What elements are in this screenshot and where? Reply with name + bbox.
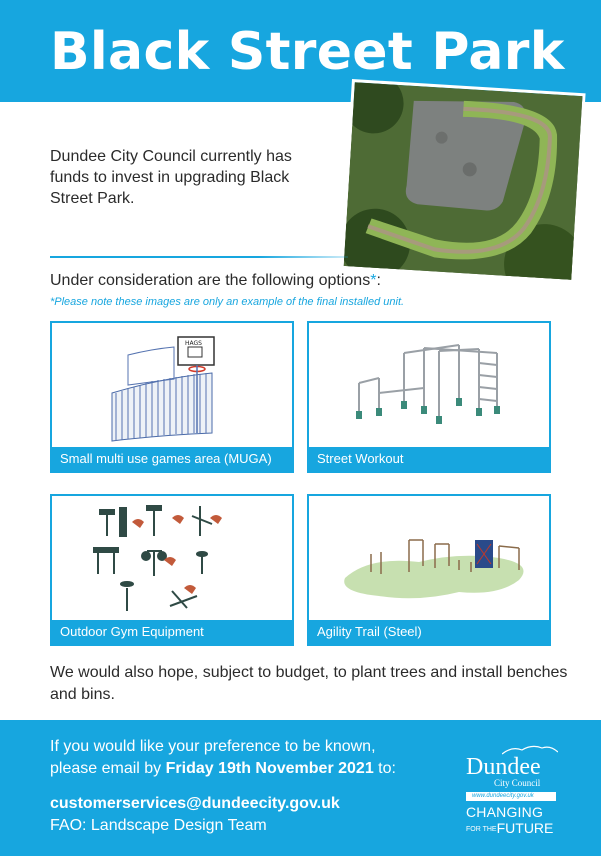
logo-future: FUTURE: [496, 820, 554, 836]
options-heading-star: *: [370, 272, 377, 289]
options-heading-text: Under consideration are the following options: [50, 272, 371, 289]
option-card-outdoor-gym: [50, 494, 294, 646]
footer-line-1: If you would like your preference to be known,: [50, 738, 376, 755]
logo-url: www.dundeecity.gov.uk: [466, 792, 556, 801]
aerial-photo: [340, 79, 585, 283]
option-label-muga: Small multi use games area (MUGA): [52, 447, 292, 471]
footer-line-2-suffix: to:: [373, 760, 396, 777]
option-label-agility-trail: Agility Trail (Steel): [309, 620, 549, 644]
svg-text:HAGS: HAGS: [185, 340, 202, 347]
agility-trail-image: [309, 496, 549, 620]
footer-line-2: [50, 760, 396, 778]
page-title: Black Street Park: [50, 22, 565, 82]
logo-future-line: [466, 820, 553, 836]
option-card-muga: [50, 321, 294, 473]
logo-changing: CHANGING: [466, 804, 544, 820]
deadline-date: Friday 19th November 2021: [165, 760, 374, 777]
option-label-street-workout: Street Workout: [309, 447, 549, 471]
section-divider: [50, 256, 348, 258]
outdoor-gym-image: [52, 496, 292, 620]
options-note: *Please note these images are only an example of the final installed unit.: [50, 296, 405, 308]
footer-line-2-prefix: please email by: [50, 760, 166, 777]
option-label-outdoor-gym: Outdoor Gym Equipment: [52, 620, 292, 644]
dundee-council-logo: [462, 740, 562, 840]
street-workout-image: [309, 323, 549, 447]
options-heading: [50, 272, 381, 290]
muga-image: [52, 323, 292, 447]
fao-line: FAO: Landscape Design Team: [50, 817, 267, 834]
logo-council: City Council: [494, 778, 541, 788]
option-card-street-workout: [307, 321, 551, 473]
option-card-agility-trail: [307, 494, 551, 646]
logo-name: Dundee: [466, 754, 541, 780]
closing-text: We would also hope, subject to budget, to plant trees and install benches and bins.: [50, 664, 568, 703]
options-heading-colon: :: [376, 272, 381, 289]
intro-text: Dundee City Council currently has funds to invest in upgrading Black Street Park.: [50, 148, 292, 207]
contact-email[interactable]: customerservices@dundeecity.gov.uk: [50, 795, 340, 812]
logo-forthe: FOR THE: [466, 825, 497, 833]
